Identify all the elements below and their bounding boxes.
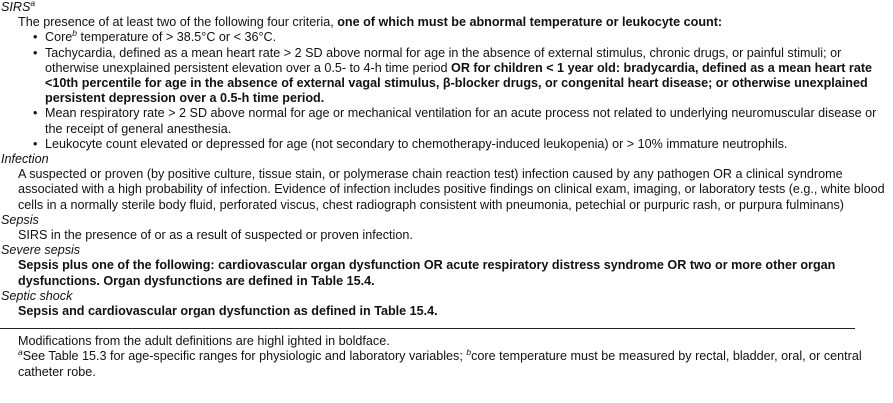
criterion-heart-rate-plain: Tachycardia, defined as a mean heart rate > 2 SD above normal for age in the absence of external stimulus, chronic drugs, or painful stimuli; or otherwise unexplained persistent elevation over a 0.5- to 4-h time period (45, 45, 842, 75)
table-bottom-rule (0, 328, 855, 329)
footnote-b-text: core temperature must be measured by rectal, bladder, oral, or central catheter robe. (18, 349, 862, 379)
footnote-marker-b: b (72, 28, 78, 39)
term-sepsis: Sepsis (1, 212, 39, 227)
term-severe-sepsis: Severe sepsis (1, 243, 81, 258)
sirs-criteria-list (0, 30, 893, 152)
term-sirs-label: SIRS (1, 0, 31, 14)
criterion-leukocyte-count (33, 137, 893, 152)
footnote-marker-a: a (30, 0, 36, 8)
sirs-intro (0, 15, 893, 30)
term-infection: Infection (1, 152, 49, 167)
criterion-heart-rate (33, 46, 893, 107)
criterion-heart-rate-bold: OR for children < 1 year old: bradycardia, defined as a mean heart rate <10th percentile for age in the absence of external vagal stimulus, β-blocker drugs, or congenital heart disease; or otherwise unexplained persistent depression over a 0.5-h time period. (45, 60, 873, 106)
criterion-leukocyte-count-text: Leukocyte count elevated or depressed for age (not secondary to chemotherapy-induced leukopenia) or > 10% immature neutrophils. (45, 136, 788, 151)
footnote-a-mark: a (18, 347, 23, 358)
sirs-intro-bold: one of which must be abnormal temperature or leukocyte count: (337, 15, 723, 30)
severe-sepsis-definition-bold: Sepsis plus one of the following: cardiovascular organ dysfunction OR acute respiratory distress syndrome OR two or more other organ dysfunctions. Organ dysfunctions are defined in Table 15.4. (18, 258, 836, 288)
sepsis-definition: SIRS in the presence of or as a result of suspected or proven infection. (18, 228, 413, 243)
term-sirs (1, 0, 893, 15)
criterion-temperature (33, 30, 893, 45)
severe-sepsis-definition (0, 258, 893, 288)
septic-shock-definition-bold: Sepsis and cardiovascular organ dysfunction as defined in Table 15.4. (18, 304, 438, 319)
criterion-respiratory-rate (33, 106, 893, 136)
infection-definition: A suspected or proven (by positive culture, tissue stain, or polymerase chain reaction test) infection caused by any pathogen OR a clinical syndrome associated with a high probability of infection. Evidence of infection includes positive findings on clinical exam, imaging, or laboratory tests (e.g., white blood cells in a normally sterile body fluid, perforated viscus, chest radiograph consistent with pneumonia, petechial or purpuric rash, or purpura fulminans) (18, 167, 885, 212)
footnote-a-text: See Table 15.3 for age-specific ranges for physiologic and laboratory variables; (22, 349, 467, 364)
footnote-b-mark: b (466, 347, 472, 358)
septic-shock-definition (0, 304, 893, 319)
criterion-temperature-post: temperature of > 38.5°C or < 36°C. (77, 30, 277, 45)
criterion-temperature-pre: Core (45, 30, 73, 45)
sirs-intro-plain: The presence of at least two of the following four criteria, (18, 15, 338, 30)
footnote-ab (18, 349, 885, 379)
footnote-modifications: Modifications from the adult definitions are highl ighted in boldface. (18, 334, 390, 349)
criterion-respiratory-rate-text: Mean respiratory rate > 2 SD above normal for age or mechanical ventilation for an acute process not related to underlying neuromuscular disease or the receipt of general anesthesia. (45, 106, 877, 136)
table-footnotes (0, 334, 893, 380)
term-septic-shock: Septic shock (1, 288, 73, 303)
